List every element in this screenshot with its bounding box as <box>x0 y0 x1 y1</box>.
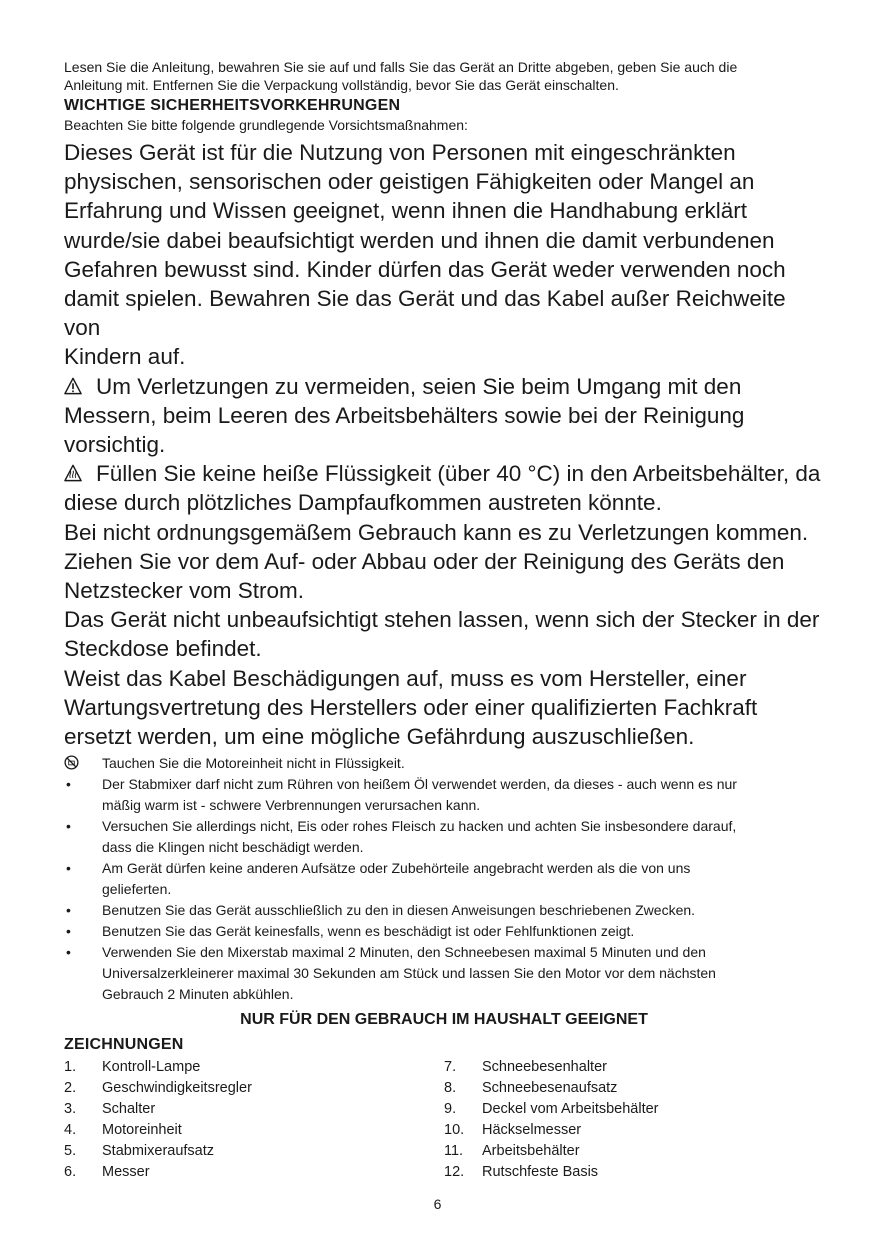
text-line: Steckdose befindet. <box>64 636 262 662</box>
part-item: 2. Geschwindigkeitsregler <box>64 1080 252 1097</box>
text-line: Bei nicht ordnungsgemäßem Gebrauch kann es zu Verletzungen kommen. <box>64 519 809 545</box>
text-line: vorsichtig. <box>64 432 166 458</box>
intro-line: Lesen Sie die Anleitung, bewahren Sie sie auf und falls Sie das Gerät an Dritte abgeben, geben Sie auch die <box>64 59 738 75</box>
blade-warning <box>64 372 824 460</box>
text-line: Erfahrung und Wissen geeignet, wenn ihnen die Handhabung erklärt <box>64 198 747 224</box>
hot-surface-warning-icon <box>64 464 82 482</box>
list-item <box>64 921 824 942</box>
text-line: Benutzen Sie das Gerät ausschließlich zu den in diesen Anweisungen beschriebenen Zwecken. <box>102 902 696 919</box>
text-line: Das Gerät nicht unbeaufsichtigt stehen lassen, wenn sich der Stecker in der <box>64 607 820 633</box>
list-item <box>64 774 824 816</box>
parts-column-right <box>444 1057 824 1183</box>
text-line: Ziehen Sie vor dem Auf- oder Abbau oder der Reinigung des Geräts den <box>64 548 785 574</box>
list-item-text: Tauchen Sie die Motoreinheit nicht in Flüssigkeit. <box>102 755 405 772</box>
list-item <box>64 942 824 1005</box>
part-item: 12. Rutschfeste Basis <box>444 1164 599 1181</box>
part-item: 8. Schneebesenaufsatz <box>444 1080 618 1097</box>
bullet-dot: • <box>66 902 71 919</box>
text-line: dass die Klingen nicht beschädigt werden. <box>102 839 364 856</box>
text-line: wurde/sie dabei beaufsichtigt werden und ihnen die damit verbundenen <box>64 227 775 253</box>
text-line: Versuchen Sie allerdings nicht, Eis oder rohes Fleisch zu hacken und achten Sie insbesondere darauf, <box>102 818 737 835</box>
text-line: Dieses Gerät ist für die Nutzung von Personen mit eingeschränkten <box>64 140 736 165</box>
safety-heading: WICHTIGE SICHERHEITSVORKEHRUNGEN <box>64 97 401 114</box>
text-line: Gefahren bewusst sind. Kinder dürfen das Gerät weder verwenden noch <box>64 256 786 282</box>
text-line: Benutzen Sie das Gerät keinesfalls, wenn es beschädigt ist oder Fehlfunktionen zeigt. <box>102 923 635 940</box>
text-line: damit spielen. Bewahren Sie das Gerät und das Kabel außer Reichweite von <box>64 286 786 341</box>
page-number: 6 <box>433 1196 442 1212</box>
list-item <box>64 900 824 921</box>
list-item <box>64 753 824 774</box>
hot-liquid-warning <box>64 459 824 517</box>
text-line: Messern, beim Leeren des Arbeitsbehälters sowie bei der Reinigung <box>64 402 745 428</box>
part-item: 5. Stabmixeraufsatz <box>64 1143 215 1160</box>
parts-list <box>64 1057 824 1183</box>
capability-paragraph <box>64 138 824 372</box>
text-line: Der Stabmixer darf nicht zum Rühren von heißem Öl verwendet werden, da dieses - auch wenn es nur <box>102 776 737 793</box>
safety-subheading: Beachten Sie bitte folgende grundlegende Vorsichtsmaßnahmen: <box>64 117 468 133</box>
warning-triangle-icon <box>64 377 82 395</box>
part-item: 7. Schneebesenhalter <box>444 1059 607 1076</box>
text-line: Netzstecker vom Strom. <box>64 578 305 604</box>
text-line: gelieferten. <box>102 881 172 898</box>
usage-paragraph <box>64 518 824 752</box>
text-line: Am Gerät dürfen keine anderen Aufsätze oder Zubehörteile angebracht werden als die von uns <box>102 860 691 877</box>
part-item: 6. Messer <box>64 1164 150 1181</box>
part-item: 1. Kontroll-Lampe <box>64 1059 201 1076</box>
do-not-immerse-icon <box>64 755 79 770</box>
text-line: Kindern auf. <box>64 344 186 370</box>
text-line: Verwenden Sie den Mixerstab maximal 2 Minuten, den Schneebesen maximal 5 Minuten und den <box>102 944 706 961</box>
text-line: Weist das Kabel Beschädigungen auf, muss es vom Hersteller, einer <box>64 665 747 691</box>
bullet-dot: • <box>66 776 71 793</box>
intro-line: Anleitung mit. Entfernen Sie die Verpackung vollständig, bevor Sie das Gerät einschalten. <box>64 77 619 93</box>
parts-heading: ZEICHNUNGEN <box>64 1036 184 1054</box>
text-line: Um Verletzungen zu vermeiden, seien Sie beim Umgang mit den <box>96 373 742 399</box>
list-item <box>64 858 824 900</box>
text-line: Wartungsvertretung des Herstellers oder einer qualifizierten Fachkraft <box>64 694 758 720</box>
part-item: 11. Arbeitsbehälter <box>444 1143 580 1160</box>
bullet-dot: • <box>66 944 71 961</box>
household-use-note: NUR FÜR DEN GEBRAUCH IM HAUSHALT GEEIGNET <box>240 1011 648 1029</box>
intro-paragraph <box>64 58 824 94</box>
bullet-dot: • <box>66 923 71 940</box>
text-line: Universalzerkleinerer maximal 30 Sekunden am Stück und lassen Sie den Motor vor dem nächsten <box>102 965 716 982</box>
manual-page <box>64 58 824 1183</box>
parts-column-left <box>64 1057 444 1183</box>
list-item <box>64 816 824 858</box>
bullet-dot: • <box>66 818 71 835</box>
part-item: 10. Häckselmesser <box>444 1122 582 1139</box>
text-line: physischen, sensorischen oder geistigen Fähigkeiten oder Mangel an <box>64 169 755 195</box>
part-item: 3. Schalter <box>64 1101 156 1118</box>
text-line: diese durch plötzliches Dampfaufkommen austreten könnte. <box>64 490 662 516</box>
text-line: Füllen Sie keine heiße Flüssigkeit (über 40 °C) in den Arbeitsbehälter, da <box>96 461 821 487</box>
text-line: Gebrauch 2 Minuten abkühlen. <box>102 986 294 1003</box>
text-line: mäßig warm ist - schwere Verbrennungen verursachen kann. <box>102 797 481 814</box>
text-line: ersetzt werden, um eine mögliche Gefährdung auszuschließen. <box>64 724 695 750</box>
bullet-dot: • <box>66 860 71 877</box>
part-item: 4. Motoreinheit <box>64 1122 182 1139</box>
precaution-list <box>64 753 824 1005</box>
part-item: 9. Deckel vom Arbeitsbehälter <box>444 1101 659 1118</box>
